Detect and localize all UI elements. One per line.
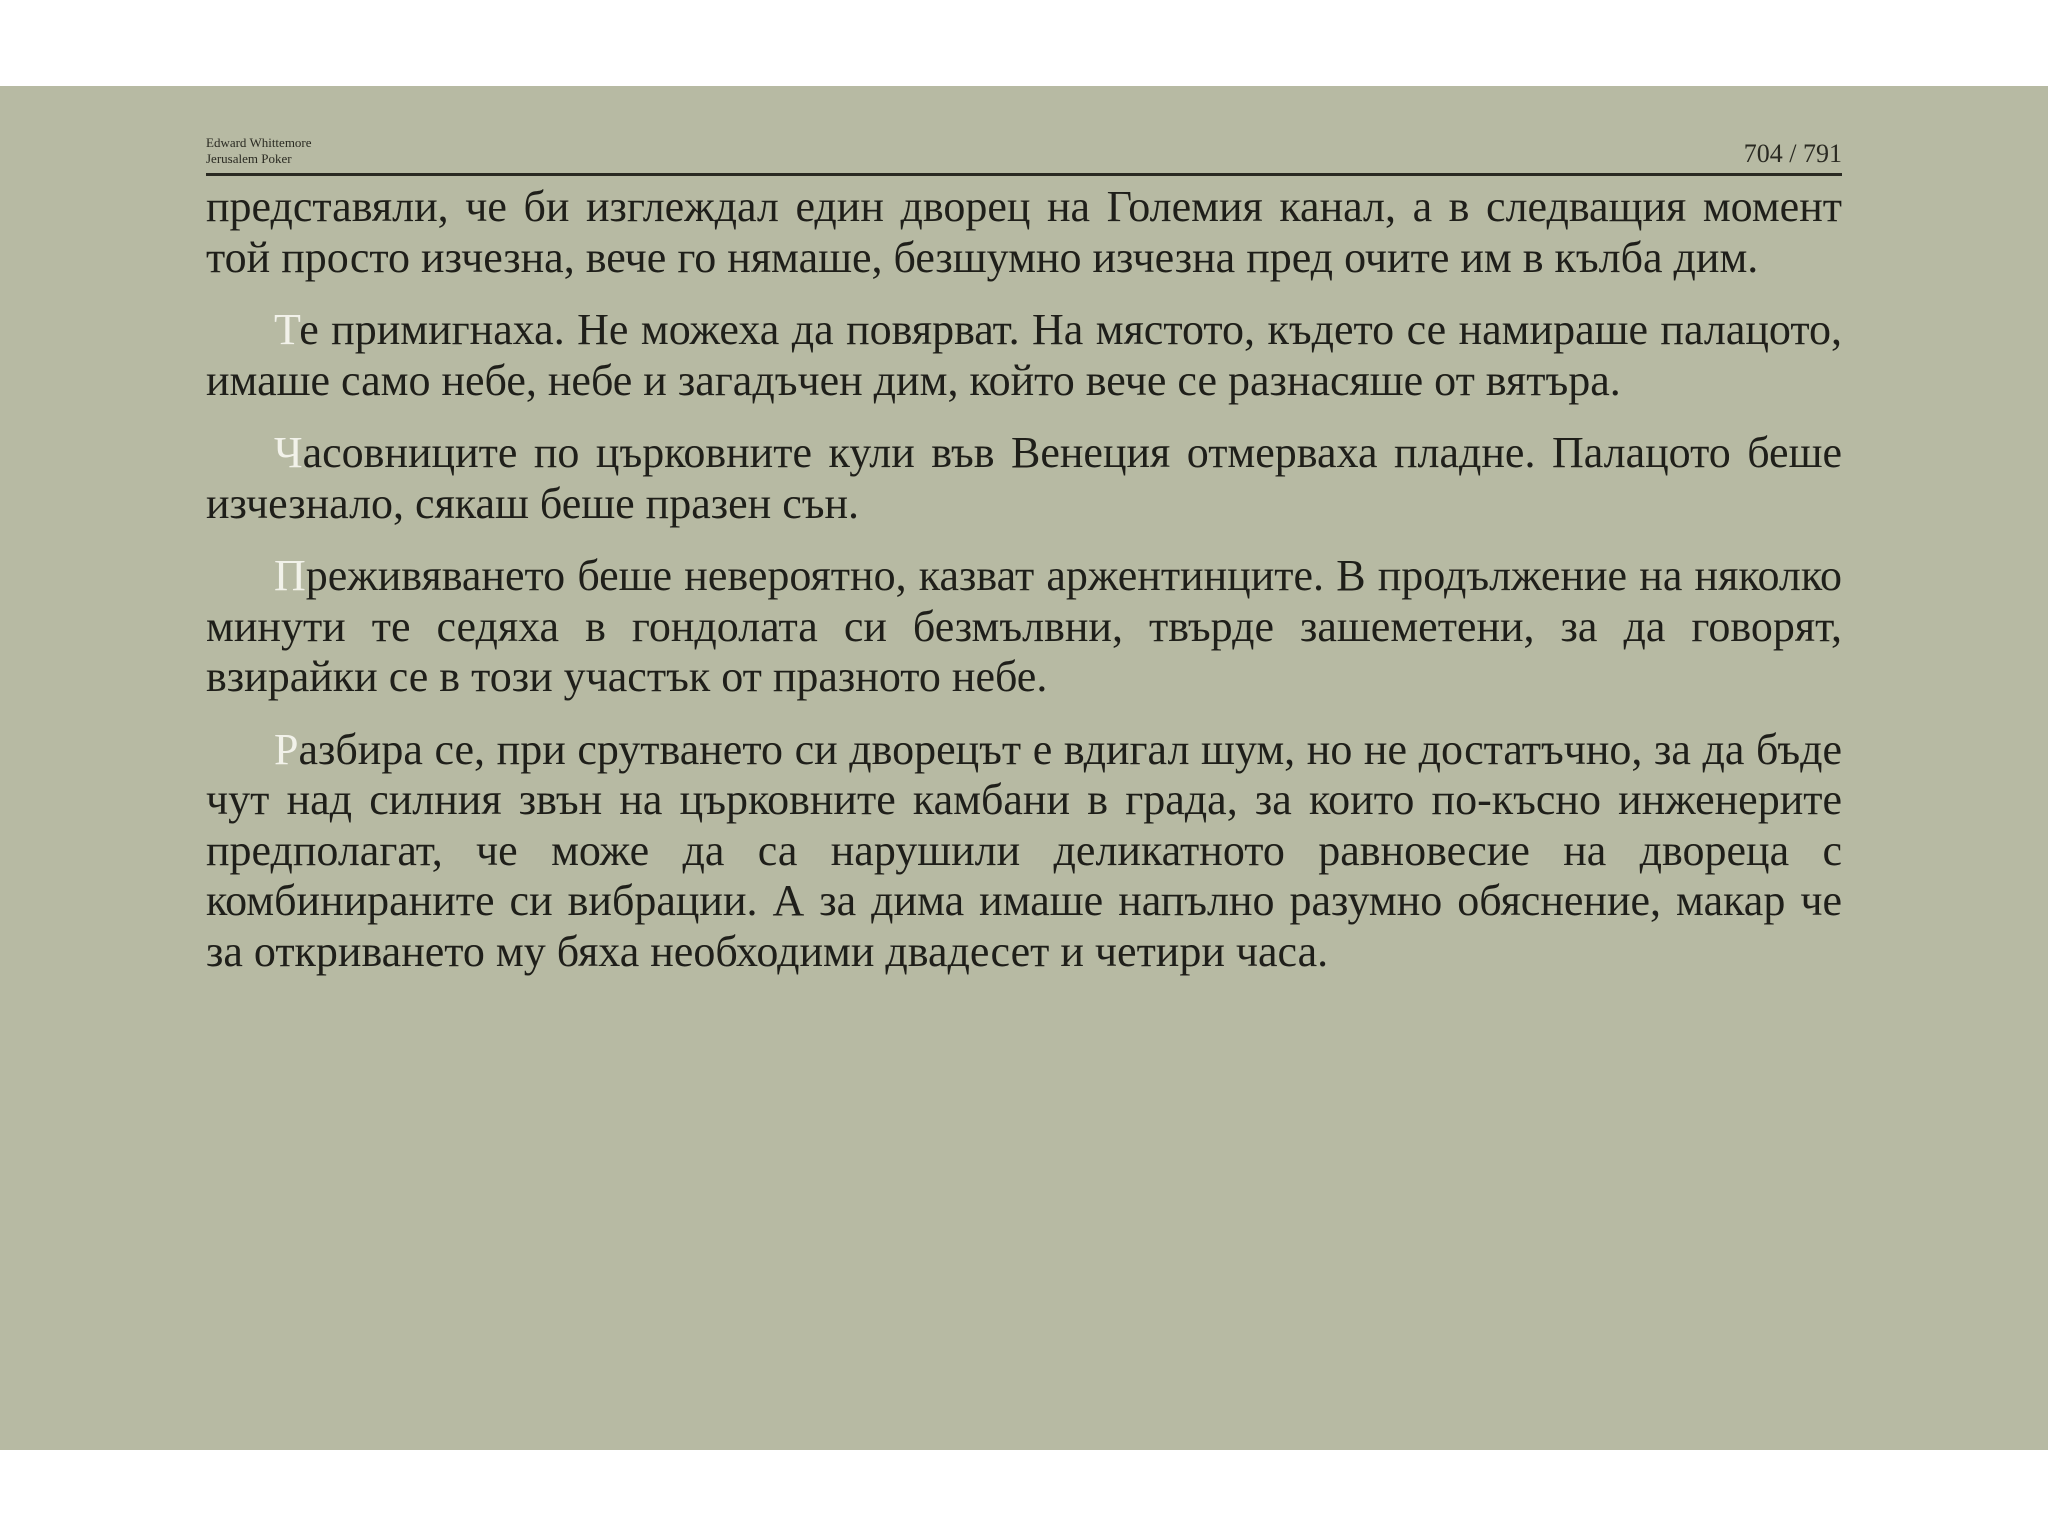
paragraph-text: реживяването беше невероятно, казват аржентинците. В продължение на няколко минути те седяха в гондолата си безмълвни, твърде зашеметени, за да говорят, взирайки се в този участък от празното небе. xyxy=(206,551,1842,701)
paragraph-text: азбира се, при срутването си дворецът е вдигал шум, но не достатъчно, за да бъде чут над силния звън на църковните камбани в града, за които по-късно инженерите предполагат, че може да са нарушили деликатното равновесие на двореца с комбинираните си вибрации. А за дима имаше напълно разумно обяснение, макар че за откриването му бяха необходими двадесет и четири часа. xyxy=(206,724,1842,976)
paragraph-text: представяли, че би изглеждал един дворец на Големия канал, а в следващия момент той просто изчезна, вече го нямаше, безшумно изчезна пред очите им в кълба дим. xyxy=(206,182,1842,282)
book-meta xyxy=(206,135,312,167)
page-number: 704 / 791 xyxy=(1743,139,1842,168)
paragraph-text: асовниците по църковните кули във Венеция отмерваха пладне. Палацото беше изчезнало, сякаш беше празен сън. xyxy=(206,428,1842,528)
paragraph-initial: Ч xyxy=(274,428,303,477)
paragraph xyxy=(206,182,1842,283)
paragraph xyxy=(206,551,1842,703)
paragraph-initial: Т xyxy=(274,305,300,354)
paragraph-initial: Р xyxy=(274,724,299,774)
book-title: Jerusalem Poker xyxy=(206,151,292,166)
paragraph xyxy=(206,305,1842,406)
paragraph-initial: П xyxy=(274,551,306,600)
author-name: Edward Whittemore xyxy=(206,135,312,150)
paragraph xyxy=(206,428,1842,529)
paragraph xyxy=(206,725,1842,978)
reading-text xyxy=(206,182,1842,999)
paragraph-text: е примигнаха. Не можеха да повярват. На мястото, където се намираше палацото, имаше само небе, небе и загадъчен дим, който вече се разнасяше от вятъра. xyxy=(206,305,1842,405)
header-rule xyxy=(206,173,1842,176)
